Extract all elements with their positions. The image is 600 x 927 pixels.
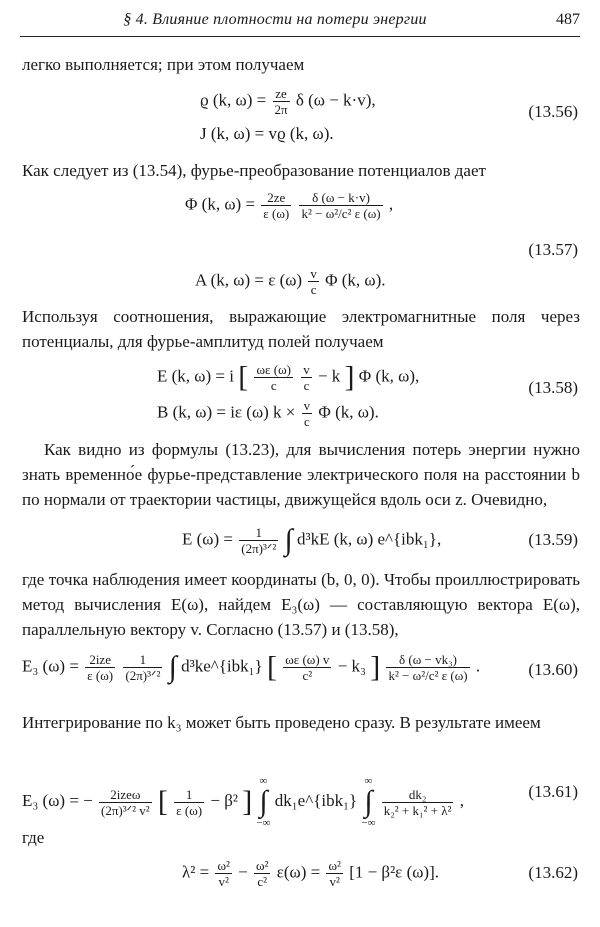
equation-number-13-60: (13.60) <box>528 660 578 679</box>
equation-13-59: E (ω) = $\frac{1}{\text{(2π)³ᐟ²}}$ ∫ d³kE (k, ω) e^{ibk₁}, <box>182 523 442 557</box>
equation-number-13-58: (13.58) <box>528 378 578 397</box>
integral-sign: ∫ <box>168 650 177 684</box>
running-header <box>20 6 580 34</box>
header-rule <box>20 36 580 37</box>
page-number: 487 <box>556 11 580 28</box>
paragraph-4: Как видно из формулы (13.23), для вычисления потерь энергии нужно знать временно́е фурье-представление электрического поля на расстоянии b по нормали от траектории частицы, движущейся вдоль оси z. Очевидно, <box>22 440 580 509</box>
paragraph-5: где точка наблюдения имеет координаты (b, 0, 0). Чтобы проиллюстрировать метод вычисления E(ω), найдем E₃(ω) — составляющую вектора E(ω), параллельную вектору v. Согласно (13.57) и (13.58), <box>22 570 580 639</box>
equation-number-13-56: (13.56) <box>528 102 578 121</box>
paragraph-3: Используя соотношения, выражающие электромагнитные поля через потенциалы, для фурье-амплитуд полей получаем <box>22 307 580 351</box>
paragraph-1: легко выполняется; при этом получаем <box>22 55 305 74</box>
paragraph-6: Интегрирование по k₃ может быть проведено сразу. В результате имеем <box>22 713 541 732</box>
integral-sign: ∫ <box>284 523 293 557</box>
equation-13-58-line-2: B (k, ω) = iε (ω) k × $\frac{v}{c}$ Φ (k, ω). <box>157 398 379 429</box>
equation-number-13-61: (13.61) <box>528 782 578 801</box>
equation-13-62: λ² = $\frac{\text{ω²}}{\text{v²}}$ − $\frac{\text{ω²}}{\text{c²}}$ ε(ω) = $\frac{\text{ω²}}{\text{v²}}$ [1 − β²ε (ω)]. <box>182 858 439 889</box>
equation-number-13-57: (13.57) <box>528 240 578 259</box>
equation-13-61: E₃ (ω) = − $\frac{\text{2izeω}}{\text{(2π)³ᐟ² v²}}$ [ $\frac{1}{\varepsilon (\omega)}$ − β² ] ∞ ∫ −∞ dk₁e^{ibk₁} ∞ ∫ −∞ $\frac{\text{dk₂}}{\text{k₂² + k₁² + λ²}}$ , <box>22 775 464 829</box>
paragraph-7: где <box>22 828 45 847</box>
equation-number-13-59: (13.59) <box>528 530 578 549</box>
equation-13-56-line-2: J (k, ω) = vϱ (k, ω). <box>200 124 334 143</box>
equation-number-13-62: (13.62) <box>528 863 578 882</box>
equation-13-57-line-1: Φ (k, ω) = $\frac{2ze}{\varepsilon (\omega)}$ $\frac{\delta (\omega - k\cdot v)}{\text{k² − ω²/c² ε (ω)}}$ , <box>185 190 394 221</box>
paragraph-2: Как следует из (13.54), фурье-преобразование потенциалов дает <box>22 161 486 180</box>
running-title: § 4. Влияние плотности на потери энергии <box>123 11 427 28</box>
eq-13-56-lhs: ϱ (k, ω) = <box>200 90 267 110</box>
eq-13-56-rhs: δ (ω − k·v), <box>295 90 376 110</box>
equation-13-60: E₃ (ω) = $\frac{\text{2ize}}{\varepsilon (\omega)}$ $\frac{1}{\text{(2π)³ᐟ²}}$ ∫ d³ke^{ibk₁} [ $\frac{\omega\varepsilon (\omega) v}{\text{c²}}$ − k₃ ] $\frac{\text{δ (ω − vk₃)}}{\text{k² − ω²/c² ε (ω)}}$ . <box>22 650 481 684</box>
equation-13-57-line-2: A (k, ω) = ε (ω) $\frac{v}{c}$ Φ (k, ω). <box>195 266 386 297</box>
eq-13-56-fraction: $\frac{ze}{2\pi}$ <box>274 86 288 117</box>
definite-integral-2: ∞ ∫ −∞ <box>361 775 376 829</box>
definite-integral-1: ∞ ∫ −∞ <box>256 775 271 829</box>
equation-13-56-line-1 <box>200 86 376 117</box>
equation-13-58-line-1: E (k, ω) = i [ $\frac{\omega\varepsilon (\omega)}{c}$ $\frac{v}{c}$ − k ] Φ (k, ω), <box>157 360 420 394</box>
